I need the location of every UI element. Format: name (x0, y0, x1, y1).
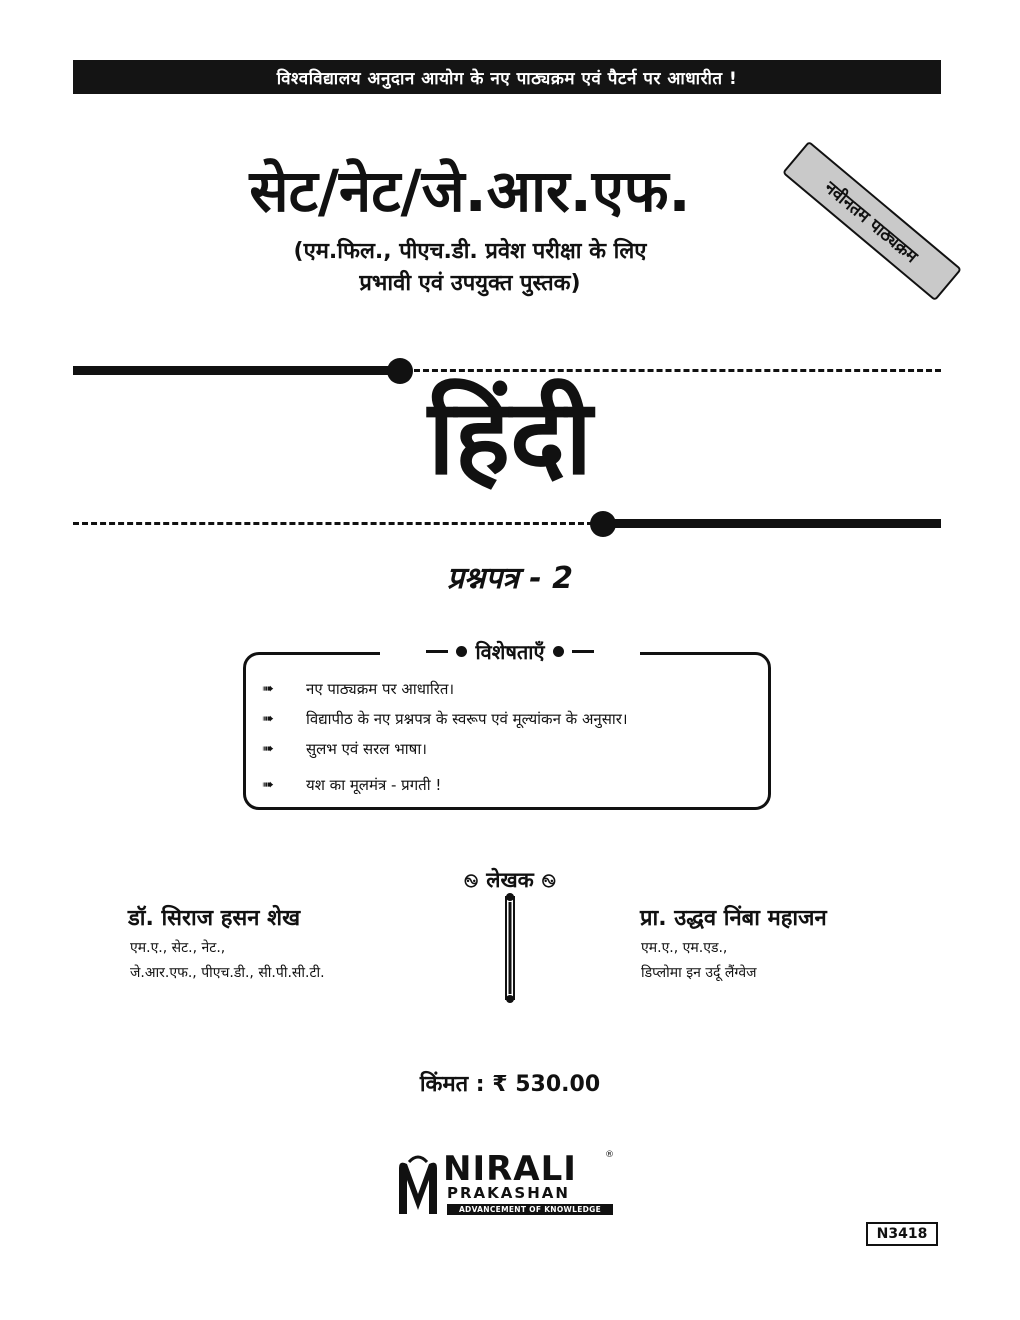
author-1-qualifications-2: जे.आर.एफ., पीएच.डी., सी.पी.सी.टी. (130, 965, 325, 981)
publisher-name: NIRALI (443, 1149, 577, 1189)
author-heading-text: लेखक (486, 868, 534, 892)
author-2-qualifications-2: डिप्लोमा इन उर्दू लैंग्वेज (641, 965, 757, 981)
exam-title: सेट/नेट/जे.आर.एफ. (249, 157, 691, 225)
exam-subtitle (150, 236, 790, 300)
author-1-qualifications-1: एम.ए., सेट., नेट., (130, 940, 226, 956)
features-heading (380, 636, 640, 666)
pointer-arrow-icon: ➠ (262, 741, 274, 757)
features-heading-text: विशेषताएँ (475, 639, 545, 664)
book-title: हिंदी (427, 376, 593, 498)
banner-text: विश्वविद्यालय अनुदान आयोग के नए पाठ्यक्रम एवं पैटर्न पर आधारीत ! (276, 68, 738, 89)
publisher-emblem-icon (395, 1154, 441, 1216)
heading-dash-right (572, 650, 594, 653)
upper-dashed-line (414, 369, 941, 372)
pointer-arrow-icon: ➠ (262, 711, 274, 727)
registered-mark: ® (605, 1150, 614, 1160)
publisher-subname: PRAKASHAN (447, 1184, 570, 1202)
publisher-logo (395, 1150, 625, 1220)
feature-text: सुलभ एवं सरल भाषा। (306, 740, 427, 758)
subtitle-line-2: प्रभावी एवं उपयुक्त पुस्तक) (359, 270, 581, 296)
feature-text: नए पाठ्यक्रम पर आधारित। (306, 680, 455, 698)
swirl-left-icon: ࿊ (464, 871, 479, 892)
author-2-qualifications-1: एम.ए., एम.एड., (641, 940, 728, 956)
lower-dot (590, 511, 616, 537)
pointer-arrow-icon: ➠ (262, 681, 274, 697)
lower-dashed-line (73, 522, 593, 525)
feature-text: विद्यापीठ के नए प्रश्नपत्र के स्वरूप एवं मूल्यांकन के अनुसार। (306, 710, 628, 728)
new-syllabus-ribbon (782, 141, 962, 302)
heading-dot-right (553, 646, 564, 657)
feature-item (262, 706, 762, 732)
feature-item (262, 676, 762, 702)
lower-thick-line (614, 519, 941, 528)
feature-text: यश का मूलमंत्र - प्रगती ! (306, 776, 442, 794)
upper-thick-line (73, 366, 399, 375)
publisher-tagline: ADVANCEMENT OF KNOWLEDGE (447, 1204, 613, 1215)
author-2-name: प्रा. उद्धव निंबा महाजन (640, 906, 827, 931)
heading-dot-left (456, 646, 467, 657)
pointer-arrow-icon: ➠ (262, 777, 274, 793)
ribbon-label: नवीनतम पाठ्यक्रम (782, 141, 962, 302)
book-code: N3418 (866, 1222, 938, 1246)
price: किंमत : ₹ 530.00 (419, 1072, 601, 1097)
feature-item (262, 772, 762, 798)
heading-dash-left (426, 650, 448, 653)
author-divider (498, 892, 522, 1004)
author-1-name: डॉ. सिराज हसन शेख (128, 906, 301, 931)
subtitle-line-1: (एम.फिल., पीएच.डी. प्रवेश परीक्षा के लिए (293, 239, 647, 264)
feature-item (262, 736, 762, 762)
top-banner (73, 60, 941, 94)
paper-label: प्रश्नपत्र - 2 (446, 561, 574, 596)
swirl-right-icon: ࿊ (541, 871, 556, 892)
